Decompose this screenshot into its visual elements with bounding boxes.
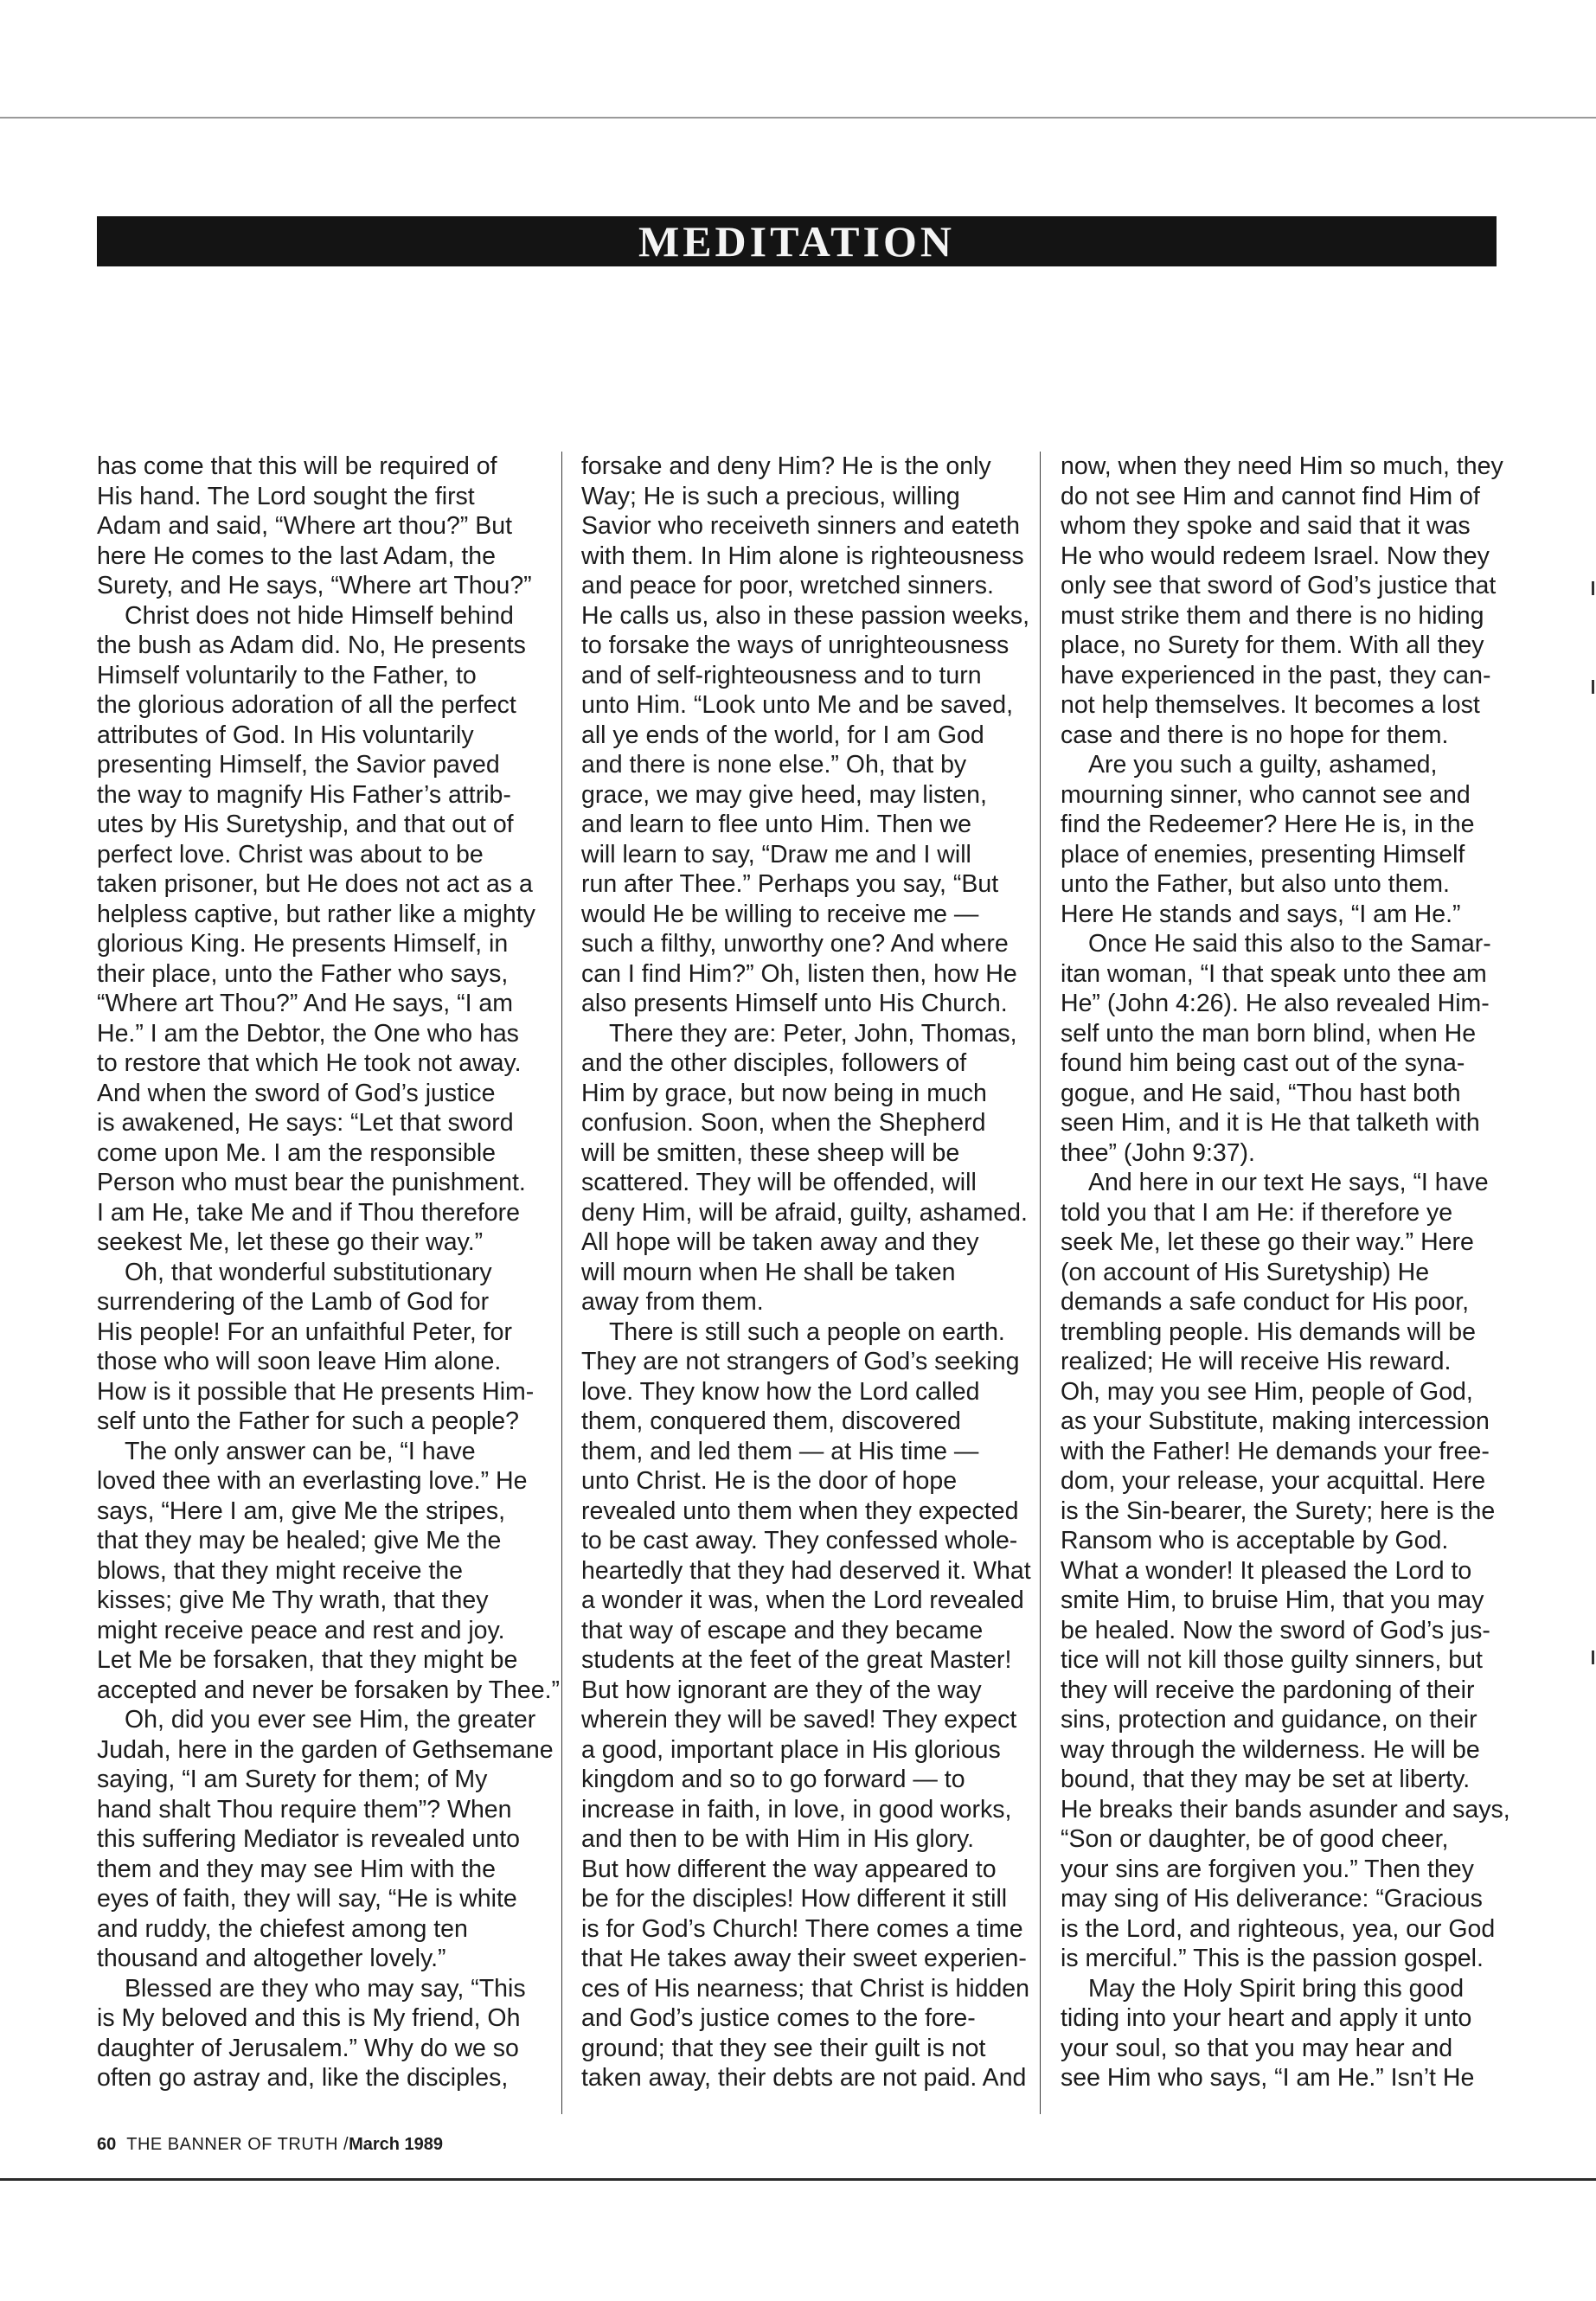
- text-line: find the Redeemer? Here He is, in the: [1061, 811, 1475, 838]
- text-line: trembling people. His demands will be: [1061, 1317, 1476, 1346]
- text-line: He.” I am the Debtor, the One who has: [97, 1019, 519, 1048]
- text-line: them, and led them — at His time —: [581, 1437, 979, 1465]
- text-line: eyes of faith, they will say, “He is white: [97, 1885, 517, 1913]
- text-line: There they are: Peter, John, Thomas,: [609, 1019, 1017, 1048]
- text-line: is awakened, He says: “Let that sword: [97, 1109, 514, 1137]
- text-line: scattered. They will be offended, will: [581, 1169, 977, 1196]
- text-line: that way of escape and they became: [581, 1616, 984, 1644]
- text-line: and peace for poor, wretched sinners.: [581, 572, 994, 599]
- text-line: unto the Father, but also unto them.: [1061, 870, 1450, 898]
- text-line: But how ignorant are they of the way: [581, 1676, 982, 1704]
- text-line: confusion. Soon, when the Shepherd: [581, 1109, 986, 1137]
- section-banner: [97, 216, 1497, 266]
- text-line: says, “Here I am, give Me the stripes,: [97, 1497, 505, 1525]
- text-line: those who will soon leave Him alone.: [97, 1348, 502, 1375]
- text-line: “Son or daughter, be of good cheer,: [1061, 1825, 1449, 1853]
- text-column-1: [97, 452, 560, 2093]
- text-line: also presents Himself unto His Church.: [581, 990, 1008, 1017]
- text-line: Oh, that wonderful substitutionary: [125, 1258, 492, 1286]
- text-line: kisses; give Me Thy wrath, that they: [97, 1586, 489, 1614]
- column-divider: [561, 452, 562, 2114]
- text-line: increase in faith, in love, in good works,: [581, 1795, 1012, 1823]
- text-line: thee” (John 9:37).: [1061, 1138, 1255, 1167]
- text-line: a wonder it was, when the Lord revealed: [581, 1586, 1024, 1614]
- text-line: mourning sinner, who cannot see and: [1061, 780, 1471, 809]
- text-line: They are not strangers of God’s seeking: [581, 1348, 1020, 1375]
- text-line: blows, that they might receive the: [97, 1556, 463, 1585]
- text-line: often go astray and, like the disciples,: [97, 2064, 509, 2092]
- text-line: to be cast away. They confessed whole-: [581, 1527, 1018, 1554]
- text-line: May the Holy Spirit bring this good: [1088, 1974, 1465, 2003]
- text-line: unto Him. “Look unto Me and be saved,: [581, 691, 1014, 719]
- edge-tick-mark: [1592, 1650, 1594, 1664]
- text-line: He” (John 4:26). He also revealed Him-: [1061, 990, 1490, 1017]
- text-line: daughter of Jerusalem.” Why do we so: [97, 2034, 519, 2062]
- text-line: accepted and never be forsaken by Thee.”: [97, 1676, 560, 1704]
- text-line: run after Thee.” Perhaps you say, “But: [581, 870, 999, 898]
- text-line: Oh, may you see Him, people of God,: [1061, 1377, 1473, 1406]
- text-line: seekest Me, let these go their way.”: [97, 1228, 484, 1256]
- text-line: saying, “I am Surety for them; of My: [97, 1766, 488, 1793]
- text-line: His people! For an unfaithful Peter, for: [97, 1317, 513, 1346]
- text-line: The only answer can be, “I have: [125, 1437, 476, 1465]
- text-line: His hand. The Lord sought the first: [97, 482, 475, 510]
- text-line: that He takes away their sweet experien-: [581, 1945, 1027, 1972]
- text-line: would He be willing to receive me —: [581, 900, 979, 928]
- text-line: with them. In Him alone is righteousness: [581, 542, 1024, 570]
- text-line: will be smitten, these sheep will be: [581, 1138, 960, 1167]
- text-line: love. They know how the Lord called: [581, 1377, 980, 1406]
- text-line: place of enemies, presenting Himself: [1061, 840, 1465, 868]
- text-line: is the Lord, and righteous, yea, our God: [1061, 1914, 1496, 1943]
- text-line: place, no Surety for them. With all they: [1061, 631, 1484, 659]
- text-line: ground; that they see their guilt is not: [581, 2034, 986, 2062]
- text-line: Once He said this also to the Samar-: [1088, 930, 1491, 958]
- text-line: loved thee with an everlasting love.” He: [97, 1467, 528, 1495]
- text-line: Here He stands and says, “I am He.”: [1061, 900, 1461, 928]
- top-rule: [0, 117, 1596, 119]
- text-line: their place, unto the Father who says,: [97, 959, 509, 988]
- text-line: and of self-righteousness and to turn: [581, 661, 982, 689]
- text-line: is merciful.” This is the passion gospel.: [1061, 1945, 1484, 1972]
- text-line: Way; He is such a precious, willing: [581, 482, 960, 510]
- text-line: heartedly that they had deserved it. What: [581, 1556, 1031, 1585]
- text-line: your soul, so that you may hear and: [1061, 2034, 1453, 2062]
- text-line: all ye ends of the world, for I am God: [581, 721, 984, 749]
- text-line: taken away, their debts are not paid. And: [581, 2064, 1027, 2092]
- text-line: He calls us, also in these passion weeks,: [581, 601, 1030, 630]
- text-line: that they may be healed; give Me the: [97, 1527, 502, 1554]
- text-line: Judah, here in the garden of Gethsemane: [97, 1735, 554, 1764]
- text-line: “Where art Thou?” And He says, “I am: [97, 990, 513, 1017]
- text-line: Adam and said, “Where art thou?” But: [97, 512, 512, 540]
- text-line: hand shalt Thou require them”? When: [97, 1795, 512, 1823]
- text-line: deny Him, will be afraid, guilty, ashamed.: [581, 1198, 1028, 1227]
- text-line: case and there is no hope for them.: [1061, 721, 1449, 749]
- text-line: thousand and altogether lovely.”: [97, 1945, 446, 1972]
- text-line: with the Father! He demands your free-: [1061, 1437, 1490, 1465]
- text-line: I am He, take Me and if Thou therefore: [97, 1198, 520, 1227]
- text-line: now, when they need Him so much, they: [1061, 452, 1503, 480]
- text-line: not help themselves. It becomes a lost: [1061, 691, 1480, 719]
- text-line: to forsake the ways of unrighteousness: [581, 631, 1010, 659]
- text-line: as your Substitute, making intercession: [1061, 1407, 1490, 1435]
- text-column-2: [581, 452, 1031, 2093]
- text-line: smite Him, to bruise Him, that you may: [1061, 1586, 1484, 1614]
- text-line: wherein they will be saved! They expect: [581, 1706, 1017, 1734]
- text-line: found him being cast out of the syna-: [1061, 1049, 1465, 1077]
- text-line: taken prisoner, but He does not act as a: [97, 870, 533, 898]
- text-line: And here in our text He says, “I have: [1088, 1169, 1489, 1196]
- text-line: they will receive the pardoning of their: [1061, 1676, 1475, 1704]
- text-line: self unto the Father for such a people?: [97, 1407, 519, 1435]
- text-line: do not see Him and cannot find Him of: [1061, 482, 1480, 510]
- text-line: He breaks their bands asunder and says,: [1061, 1795, 1510, 1823]
- text-line: self unto the man born blind, when He: [1061, 1019, 1477, 1048]
- text-line: the glorious adoration of all the perfect: [97, 691, 516, 719]
- text-line: How is it possible that He presents Him-: [97, 1377, 535, 1406]
- text-line: such a filthy, unworthy one? And where: [581, 930, 1009, 958]
- text-line: have experienced in the past, they can-: [1061, 661, 1491, 689]
- text-line: can I find Him?” Oh, listen then, how He: [581, 959, 1017, 988]
- text-line: Let Me be forsaken, that they might be: [97, 1646, 518, 1674]
- text-line: There is still such a people on earth.: [609, 1317, 1005, 1346]
- text-line: here He comes to the last Adam, the: [97, 542, 496, 570]
- text-line: is the Sin-bearer, the Surety; here is the: [1061, 1497, 1496, 1525]
- text-line: seen Him, and it is He that talketh with: [1061, 1109, 1480, 1137]
- text-line: helpless captive, but rather like a mighty: [97, 900, 535, 928]
- text-line: Surety, and He says, “Where art Thou?”: [97, 572, 532, 599]
- text-line: told you that I am He: if therefore ye: [1061, 1198, 1453, 1227]
- text-line: will mourn when He shall be taken: [581, 1258, 956, 1286]
- text-line: surrendering of the Lamb of God for: [97, 1288, 490, 1316]
- text-line: revealed unto them when they expected: [581, 1497, 1019, 1525]
- section-title: MEDITATION: [638, 217, 955, 266]
- text-line: bound, that they may be set at liberty.: [1061, 1766, 1471, 1793]
- text-line: might receive peace and rest and joy.: [97, 1616, 505, 1644]
- text-line: utes by His Suretyship, and that out of: [97, 811, 514, 838]
- text-line: and there is none else.” Oh, that by: [581, 751, 967, 779]
- text-line: to restore that which He took not away.: [97, 1049, 522, 1077]
- text-line: (on account of His Suretyship) He: [1061, 1258, 1430, 1286]
- text-line: grace, we may give heed, may listen,: [581, 780, 987, 809]
- text-line: sins, protection and guidance, on their: [1061, 1706, 1477, 1734]
- text-line: What a wonder! It pleased the Lord to: [1061, 1556, 1472, 1585]
- edge-tick-mark: [1592, 581, 1594, 595]
- text-line: and then to be with Him in His glory.: [581, 1825, 975, 1853]
- text-line: only see that sword of God’s justice that: [1061, 572, 1497, 599]
- text-line: Himself voluntarily to the Father, to: [97, 661, 477, 689]
- text-line: gogue, and He said, “Thou hast both: [1061, 1079, 1461, 1107]
- text-line: itan woman, “I that speak unto thee am: [1061, 959, 1487, 988]
- text-line: whom they spoke and said that it was: [1061, 512, 1471, 540]
- text-line: and the other disciples, followers of: [581, 1049, 967, 1077]
- edge-tick-mark: [1592, 680, 1594, 694]
- text-line: Christ does not hide Himself behind: [125, 601, 514, 630]
- text-line: the bush as Adam did. No, He presents: [97, 631, 526, 659]
- text-line: see Him who says, “I am He.” Isn’t He: [1061, 2064, 1475, 2092]
- text-line: is My beloved and this is My friend, Oh: [97, 2004, 521, 2032]
- text-line: this suffering Mediator is revealed unto: [97, 1825, 520, 1853]
- text-line: way through the wilderness. He will be: [1061, 1735, 1480, 1764]
- text-line: Person who must bear the punishment.: [97, 1169, 526, 1196]
- text-line: All hope will be taken away and they: [581, 1228, 979, 1256]
- text-line: be healed. Now the sword of God’s jus-: [1061, 1616, 1490, 1644]
- text-line: away from them.: [581, 1288, 764, 1316]
- text-line: realized; He will receive His reward.: [1061, 1348, 1452, 1375]
- text-line: dom, your release, your acquittal. Here: [1061, 1467, 1486, 1495]
- text-line: Him by grace, but now being in much: [581, 1079, 987, 1107]
- text-line: tice will not kill those guilty sinners, but: [1061, 1646, 1483, 1674]
- text-line: and God’s justice comes to the fore-: [581, 2004, 976, 2032]
- text-line: glorious King. He presents Himself, in: [97, 930, 509, 958]
- text-line: students at the feet of the great Master!: [581, 1646, 1012, 1674]
- text-line: be for the disciples! How different it still: [581, 1885, 1008, 1913]
- text-line: seek Me, let these go their way.” Here: [1061, 1228, 1474, 1256]
- text-line: Blessed are they who may say, “This: [125, 1974, 526, 2003]
- text-line: tiding into your heart and apply it unto: [1061, 2004, 1472, 2032]
- text-line: Savior who receiveth sinners and eateth: [581, 512, 1020, 540]
- text-column-3: [1061, 452, 1510, 2093]
- text-line: He who would redeem Israel. Now they: [1061, 542, 1490, 570]
- text-line: the way to magnify His Father’s attrib-: [97, 780, 511, 809]
- bottom-rule: [0, 2178, 1596, 2181]
- issue-date: March 1989: [349, 2135, 444, 2154]
- text-line: a good, important place in His glorious: [581, 1735, 1001, 1764]
- text-line: must strike them and there is no hiding: [1061, 601, 1484, 630]
- page-number: 60: [97, 2135, 117, 2154]
- text-line: and learn to flee unto Him. Then we: [581, 811, 971, 838]
- text-line: may sing of His deliverance: “Gracious: [1061, 1885, 1483, 1913]
- text-line: them and they may see Him with the: [97, 1855, 496, 1883]
- text-line: Oh, did you ever see Him, the greater: [125, 1706, 536, 1734]
- text-line: And when the sword of God’s justice: [97, 1079, 496, 1107]
- text-line: your sins are forgiven you.” Then they: [1061, 1855, 1474, 1883]
- text-line: Ransom who is acceptable by God.: [1061, 1527, 1449, 1554]
- text-line: and ruddy, the chiefest among ten: [97, 1914, 468, 1943]
- text-line: attributes of God. In His voluntarily: [97, 721, 474, 749]
- text-line: Are you such a guilty, ashamed,: [1088, 751, 1438, 779]
- column-divider: [1040, 452, 1041, 2114]
- text-line: presenting Himself, the Savior paved: [97, 751, 500, 779]
- text-line: But how different the way appeared to: [581, 1855, 997, 1883]
- page-footer: [97, 2133, 443, 2156]
- text-line: is for God’s Church! There comes a time: [581, 1914, 1023, 1943]
- text-line: demands a safe conduct for His poor,: [1061, 1288, 1470, 1316]
- text-line: unto Christ. He is the door of hope: [581, 1467, 958, 1495]
- text-line: perfect love. Christ was about to be: [97, 840, 484, 868]
- text-line: ces of His nearness; that Christ is hidden: [581, 1974, 1029, 2003]
- text-line: forsake and deny Him? He is the only: [581, 452, 991, 480]
- publication-name: THE BANNER OF TRUTH /: [126, 2135, 349, 2154]
- text-line: will learn to say, “Draw me and I will: [581, 840, 971, 868]
- text-line: come upon Me. I am the responsible: [97, 1138, 496, 1167]
- text-line: has come that this will be required of: [97, 452, 497, 480]
- text-line: them, conquered them, discovered: [581, 1407, 961, 1435]
- text-line: kingdom and so to go forward — to: [581, 1766, 965, 1793]
